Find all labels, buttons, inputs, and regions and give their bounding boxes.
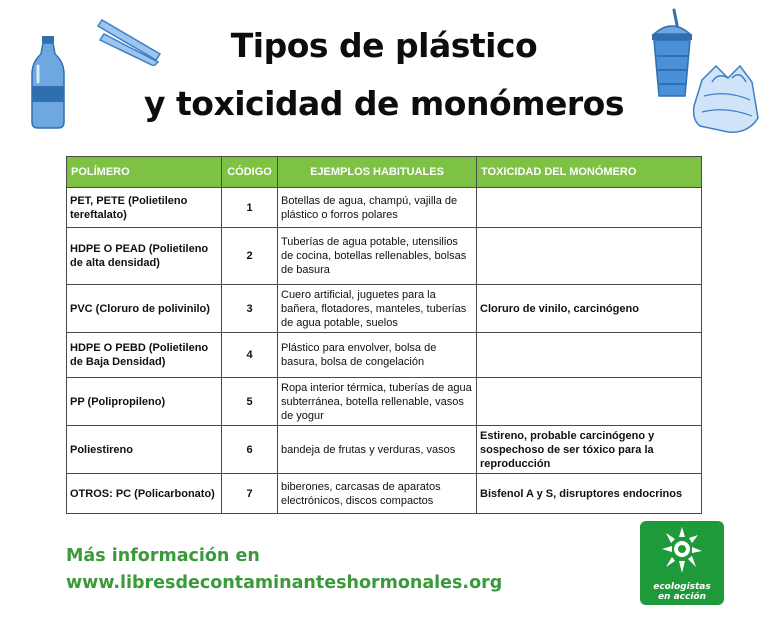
examples-cell: Plástico para envolver, bolsa de basura, bolsa de congelación bbox=[278, 333, 477, 378]
more-info bbox=[66, 543, 502, 597]
examples-cell: bandeja de frutas y verduras, vasos bbox=[278, 426, 477, 474]
polymer-cell: Poliestireno bbox=[67, 426, 222, 474]
examples-cell: Tuberías de agua potable, utensilios de cocina, botellas rellenables, bolsas de basura bbox=[278, 228, 477, 285]
polymer-cell: PET, PETE (Polietileno tereftalato) bbox=[67, 188, 222, 228]
examples-cell: Botellas de agua, champú, vajilla de plástico o forros polares bbox=[278, 188, 477, 228]
polymer-cell: HDPE O PEBD (Polietileno de Baja Densidad) bbox=[67, 333, 222, 378]
code-cell: 6 bbox=[222, 426, 278, 474]
examples-cell: biberones, carcasas de aparatos electrónicos, discos compactos bbox=[278, 474, 477, 514]
page-subtitle: y toxicidad de monómeros bbox=[144, 84, 624, 123]
table-header-row bbox=[67, 157, 702, 188]
table-row bbox=[67, 285, 702, 333]
examples-cell: Cuero artificial, juguetes para la bañera, flotadores, manteles, tuberías de agua potable, suelos bbox=[278, 285, 477, 333]
code-cell: 1 bbox=[222, 188, 278, 228]
toxicity-cell bbox=[477, 188, 702, 228]
sun-icon bbox=[660, 525, 704, 579]
ecologistas-logo bbox=[640, 521, 724, 605]
polymer-cell: HDPE O PEAD (Polietileno de alta densidad) bbox=[67, 228, 222, 285]
toxicity-cell bbox=[477, 378, 702, 426]
table-row bbox=[67, 228, 702, 285]
more-info-label: Más información en bbox=[66, 546, 260, 566]
header-polymer: POLÍMERO bbox=[67, 157, 222, 188]
polymer-cell: PVC (Cloruro de polivinilo) bbox=[67, 285, 222, 333]
examples-cell: Ropa interior térmica, tuberías de agua subterránea, botella rellenable, vasos de yogur bbox=[278, 378, 477, 426]
toxicity-cell bbox=[477, 228, 702, 285]
polymer-cell: OTROS: PC (Policarbonato) bbox=[67, 474, 222, 514]
plastics-table bbox=[66, 156, 702, 514]
table-row bbox=[67, 474, 702, 514]
code-cell: 3 bbox=[222, 285, 278, 333]
table-row bbox=[67, 188, 702, 228]
website-link[interactable]: www.libresdecontaminanteshormonales.org bbox=[66, 573, 503, 593]
toxicity-cell: Estireno, probable carcinógeno y sospechoso de ser tóxico para la reproducción bbox=[477, 426, 702, 474]
table-row bbox=[67, 426, 702, 474]
header-examples: EJEMPLOS HABITUALES bbox=[278, 157, 477, 188]
code-cell: 5 bbox=[222, 378, 278, 426]
header-toxicity: TOXICIDAD DEL MONÓMERO bbox=[477, 157, 702, 188]
table-row bbox=[67, 333, 702, 378]
toxicity-cell: Bisfenol A y S, disruptores endocrinos bbox=[477, 474, 702, 514]
table-row bbox=[67, 378, 702, 426]
toxicity-cell bbox=[477, 333, 702, 378]
toxicity-cell: Cloruro de vinilo, carcinógeno bbox=[477, 285, 702, 333]
logo-text-2: en acción bbox=[657, 592, 707, 602]
header-code: CÓDIGO bbox=[222, 157, 278, 188]
code-cell: 4 bbox=[222, 333, 278, 378]
page-title: Tipos de plástico bbox=[230, 26, 538, 65]
polymer-cell: PP (Polipropileno) bbox=[67, 378, 222, 426]
logo-text-1: ecologistas bbox=[653, 582, 711, 592]
code-cell: 2 bbox=[222, 228, 278, 285]
code-cell: 7 bbox=[222, 474, 278, 514]
